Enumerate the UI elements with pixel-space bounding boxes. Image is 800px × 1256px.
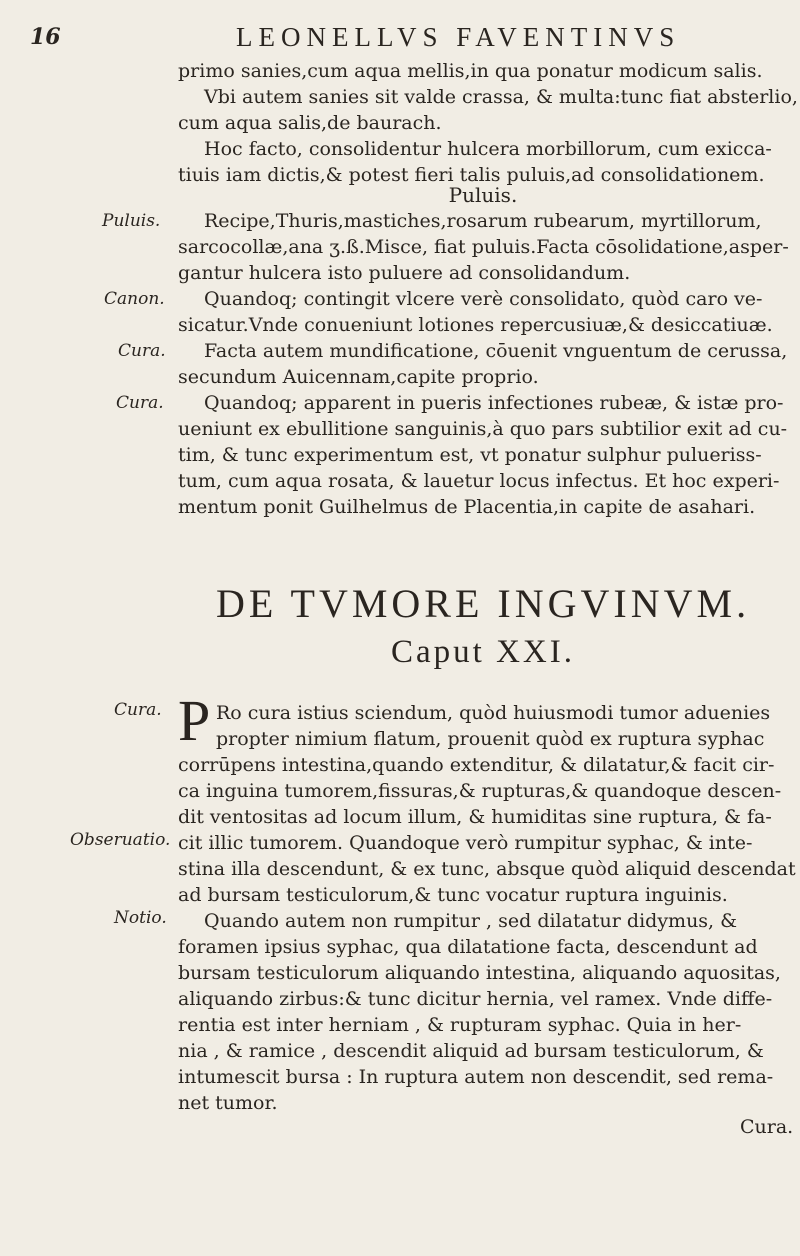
page-header xyxy=(30,20,770,60)
margin-note-cura: Cura. xyxy=(118,341,166,361)
text-line: bursam testiculorum aliquando intestina, aliquando aquositas, xyxy=(178,962,781,984)
margin-note-puluis: Puluis. xyxy=(102,211,161,231)
text-line: Ro cura istius sciendum, quòd huiusmodi tumor aduenies xyxy=(216,702,771,724)
text-line: propter nimium flatum, prouenit quòd ex ruptura syphac xyxy=(216,728,765,750)
text-line: Quandoq; contingit vlcere verè consolidato, quòd caro ve- xyxy=(204,288,763,310)
margin-note-cura: Cura. xyxy=(114,700,162,720)
running-title: LEONELLVS FAVENTINVS xyxy=(236,22,681,52)
text-line: tum, cum aqua rosata, & lauetur locus infectus. Et hoc experi- xyxy=(178,470,780,492)
margin-note-canon: Canon. xyxy=(104,289,165,309)
text-line: secundum Auicennam,capite proprio. xyxy=(178,366,539,388)
text-line: Hoc facto, consolidentur hulcera morbillorum, cum exicca- xyxy=(204,138,772,160)
text-line: Vbi autem sanies sit valde crassa, & multa:tunc fiat absterlio, xyxy=(204,86,798,108)
chapter-subtitle: Caput XXI. xyxy=(391,634,575,670)
margin-note-cura: Cura. xyxy=(116,393,164,413)
text-line: Facta autem mundificatione, cōuenit vnguentum de cerussa, xyxy=(204,340,788,362)
chapter-title: DE TVMORE INGVINVM. xyxy=(215,581,751,626)
drop-cap: P xyxy=(178,688,211,753)
catchword: Cura. xyxy=(740,1116,794,1138)
text-line: nia , & ramice , descendit aliquid ad bursam testiculorum, & xyxy=(178,1040,764,1062)
text-line: foramen ipsius syphac, qua dilatatione facta, descendunt ad xyxy=(178,936,758,958)
text-line: stina illa descendunt, & ex tunc, absque quòd aliquid descendat xyxy=(178,858,796,880)
text-line: cit illic tumorem. Quandoque verò rumpitur syphac, & inte- xyxy=(178,832,753,854)
text-line: sicatur.Vnde conueniunt lotiones repercusiuæ,& desiccatiuæ. xyxy=(178,314,773,336)
page-number: 16 xyxy=(30,24,61,50)
margin-note-notio: Notio. xyxy=(114,908,167,928)
text-line: corrūpens intestina,quando extenditur, & dilatatur,& facit cir- xyxy=(178,754,775,776)
text-line: ad bursam testiculorum,& tunc vocatur ruptura inguinis. xyxy=(178,884,728,906)
text-line: tiuis iam dictis,& potest fieri talis puluis,ad consolidationem. xyxy=(178,164,765,186)
text-line: mentum ponit Guilhelmus de Placentia,in capite de asahari. xyxy=(178,496,756,518)
text-line: rentia est inter herniam , & rupturam syphac. Quia in her- xyxy=(178,1014,742,1036)
text-line: ueniunt ex ebullitione sanguinis,à quo pars subtilior exit ad cu- xyxy=(178,418,788,440)
text-line: tim, & tunc experimentum est, vt ponatur sulphur pulueriss- xyxy=(178,444,762,466)
text-line: gantur hulcera isto puluere ad consolidandum. xyxy=(178,262,631,284)
text-line: net tumor. xyxy=(178,1092,278,1114)
text-line: Quando autem non rumpitur , sed dilatatur didymus, & xyxy=(204,910,738,932)
text-line: Recipe,Thuris,mastiches,rosarum rubearum, myrtillorum, xyxy=(204,210,762,232)
text-line: ca inguina tumorem,fissuras,& rupturas,& quandoque descen- xyxy=(178,780,782,802)
text-line: dit ventositas ad locum illum, & humiditas sine ruptura, & fa- xyxy=(178,806,772,828)
text-line: Quandoq; apparent in pueris infectiones rubeæ, & istæ pro- xyxy=(204,392,784,414)
text-line: cum aqua salis,de baurach. xyxy=(178,112,442,134)
section-heading-puluis: Puluis. xyxy=(448,183,518,207)
text-line: intumescit bursa : In ruptura autem non descendit, sed rema- xyxy=(178,1066,774,1088)
margin-note-obseruatio: Obseruatio. xyxy=(70,830,171,850)
text-line: primo sanies,cum aqua mellis,in qua ponatur modicum salis. xyxy=(178,60,763,82)
text-line: sarcocollæ,ana ʒ.ß.Misce, fiat puluis.Facta cōsolidatione,asper- xyxy=(178,236,789,258)
text-line: aliquando zirbus:& tunc dicitur hernia, vel ramex. Vnde diffe- xyxy=(178,988,773,1010)
